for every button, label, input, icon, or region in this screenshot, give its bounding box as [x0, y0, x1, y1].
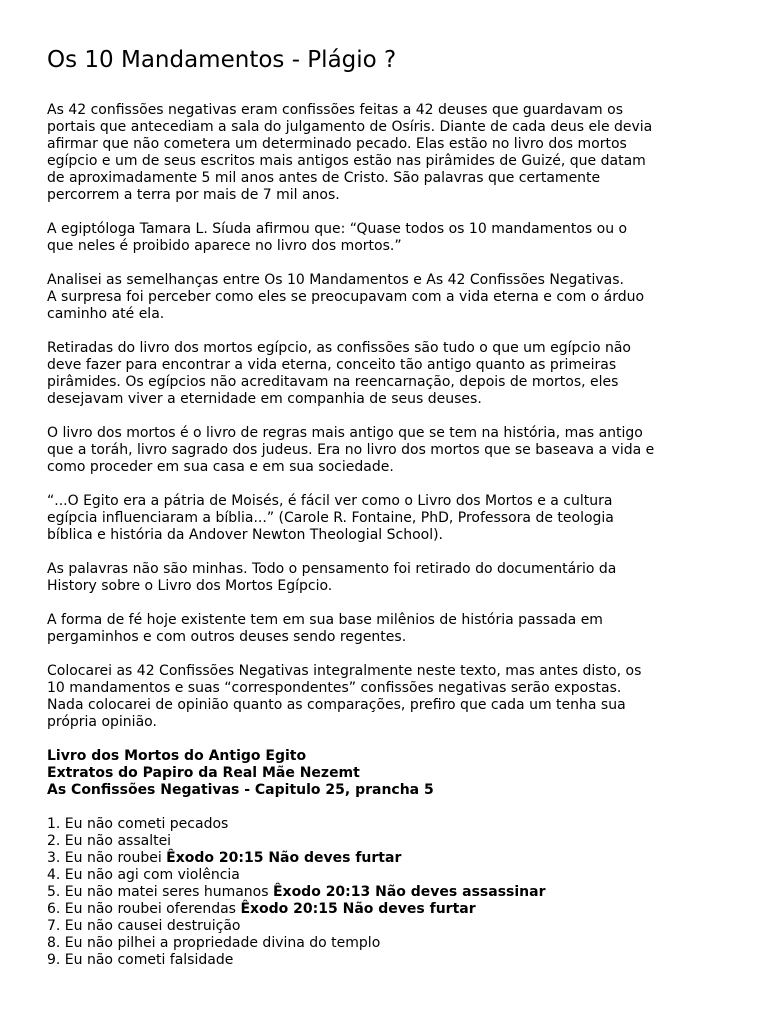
paragraph: Analisei as semelhanças entre Os 10 Mandamentos e As 42 Confissões Negativas. A surpresa foi perceber como eles se preocupavam com a vida eterna e com o árduo caminho até ela. — [47, 272, 645, 322]
paragraph: Retiradas do livro dos mortos egípcio, as confissões são tudo o que um egípcio não deve fazer para encontrar a vida eterna, conceito tão antigo quanto as primeiras pirâmides. Os egípcios não acreditavam na reencarnação, depois de mortos, eles desejavam viver a eternidade em companhia de seus deuses. — [47, 340, 631, 407]
exodus-reference: Êxodo 20:13 Não deves assassinar — [272, 884, 546, 900]
confession-text: 6. Eu não roubei oferendas — [47, 901, 241, 917]
list-item — [47, 918, 727, 935]
list-item — [47, 952, 727, 969]
paragraph: Colocarei as 42 Confissões Negativas integralmente neste texto, mas antes disto, os 10 mandamentos e suas “correspondentes” confissões negativas serão expostas. Nada colocarei de opinião quanto as comparações, prefiro que cada um tenha sua própria opinião. — [47, 663, 642, 730]
confession-text: 9. Eu não cometi falsidade — [47, 952, 234, 968]
confession-text: 2. Eu não assaltei — [47, 833, 172, 849]
list-item — [47, 884, 727, 901]
list-item — [47, 901, 727, 918]
paragraph: O livro dos mortos é o livro de regras mais antigo que se tem na história, mas antigo que a toráh, livro sagrado dos judeus. Era no livro dos mortos que se baseava a vida e como proceder em sua casa e em sua sociedade. — [47, 425, 655, 475]
heading-line: Extratos do Papiro da Real Mãe Nezemt — [47, 765, 360, 781]
document-page — [47, 44, 727, 969]
list-item — [47, 935, 727, 952]
confession-text: 4. Eu não agi com violência — [47, 867, 240, 883]
paragraph: As 42 confissões negativas eram confissões feitas a 42 deuses que guardavam os portais que antecediam a sala do julgamento de Osíris. Diante de cada deus ele devia afirmar que não cometera um determinado pecado. Elas estão no livro dos mortos egípcio e um de seus escritos mais antigos estão nas pirâmides de Guizé, que datam de aproximadamente 5 mil anos antes de Cristo. São palavras que certamente percorrem a terra por mais de 7 mil anos. — [47, 102, 653, 203]
exodus-reference: Êxodo 20:15 Não deves furtar — [166, 850, 402, 866]
paragraph: A egiptóloga Tamara L. Síuda afirmou que: “Quase todos os 10 mandamentos ou o que neles é proibido aparece no livro dos mortos.” — [47, 221, 628, 254]
paragraph: A forma de fé hoje existente tem em sua base milênios de história passada em pergaminhos e com outros deuses sendo regentes. — [47, 612, 603, 645]
quote-paragraph: “...O Egito era a pátria de Moisés, é fácil ver como o Livro dos Mortos e a cultura egípcia influenciaram a bíblia...” (Carole R. Fontaine, PhD, Professora de teologia bíblica e história da Andover Newton Theologial School). — [47, 493, 614, 543]
list-item — [47, 833, 727, 850]
document-title: Os 10 Mandamentos - Plágio ? — [47, 47, 397, 73]
paragraph: As palavras não são minhas. Todo o pensamento foi retirado do documentário da History sobre o Livro dos Mortos Egípcio. — [47, 561, 617, 594]
section-heading — [47, 748, 727, 799]
confession-text: 8. Eu não pilhei a propriedade divina do templo — [47, 935, 381, 951]
heading-line: Livro dos Mortos do Antigo Egito — [47, 748, 307, 764]
confession-text: 1. Eu não cometi pecados — [47, 816, 229, 832]
confession-text: 7. Eu não causei destruição — [47, 918, 241, 934]
list-item — [47, 867, 727, 884]
confession-text: 5. Eu não matei seres humanos — [47, 884, 273, 900]
confessions-list — [47, 816, 727, 969]
list-item — [47, 816, 727, 833]
list-item — [47, 850, 727, 867]
heading-line: As Confissões Negativas - Capitulo 25, prancha 5 — [47, 782, 434, 798]
confession-text: 3. Eu não roubei — [47, 850, 167, 866]
exodus-reference: Êxodo 20:15 Não deves furtar — [240, 901, 476, 917]
